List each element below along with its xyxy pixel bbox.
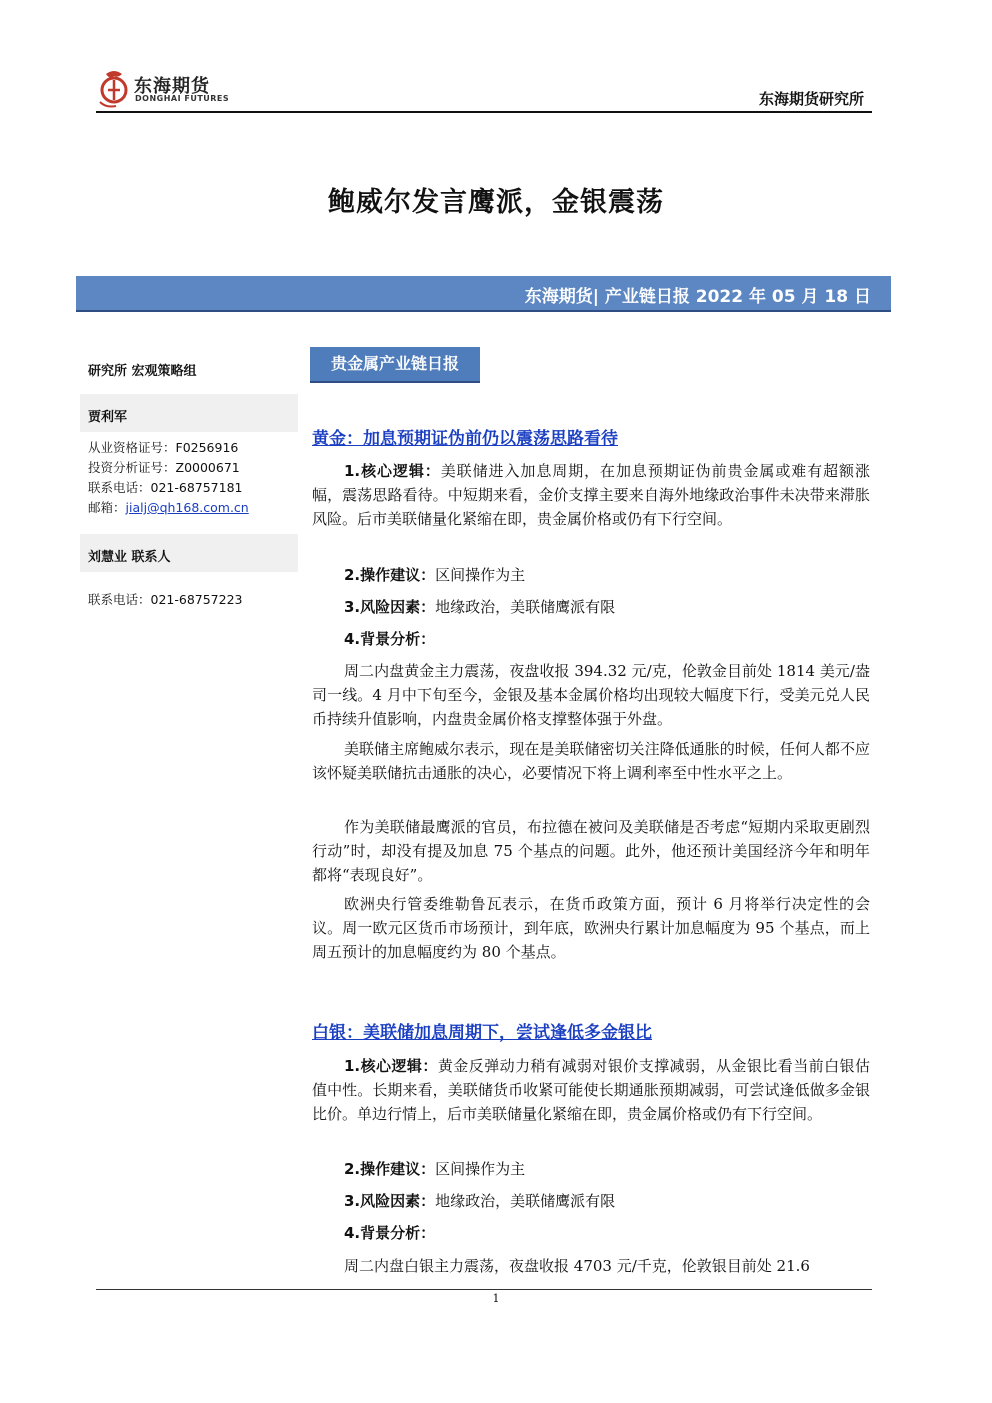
silver-advice-text: 区间操作为主: [435, 1160, 526, 1178]
research-unit: 研究所 宏观策略组: [88, 364, 197, 379]
gold-advice: [344, 564, 525, 585]
page-number: 1: [492, 1292, 500, 1305]
gold-bg-para-4: 欧洲央行管委维勒鲁瓦表示，在货币政策方面，预计 6 月将举行决定性的会议。周一欧元区货币市场预计，到年底，欧洲央行累计加息幅度为 95 个基点，而上周五预计的加息幅度约为 80 个基点。: [312, 895, 870, 961]
gold-risk: [344, 596, 615, 617]
email-label: 邮箱：: [88, 500, 126, 515]
gold-advice-text: 区间操作为主: [435, 566, 526, 584]
analyst2-name: 刘慧业 联系人: [88, 550, 171, 565]
gold-advice-label: 2.操作建议：: [344, 566, 436, 584]
silver-advice: [344, 1158, 525, 1179]
analyst1-invest-license: 投资分析证号：Z0000671: [88, 460, 240, 475]
analyst1-email-row: [88, 498, 249, 516]
silver-core-text: 黄金反弹动力稍有减弱对银价支撑减弱，从金银比看当前白银估值中性。长期来看，美联储货币收紧可能使长期通胀预期减弱，可尝试逢低做多金银比价。单边行情上，后市美联储量化紧缩在即，贵金属价格或仍有下行空间。: [312, 1057, 870, 1123]
gold-bg-para-2: 美联储主席鲍威尔表示，现在是美联储密切关注降低通胀的时候，任何人都不应该怀疑美联储抗击通胀的决心，必要情况下将上调利率至中性水平之上。: [312, 740, 870, 782]
analyst2-phone: 联系电话：021-68757223: [88, 592, 243, 607]
silver-risk: [344, 1190, 615, 1211]
logo-cn-text: 东海期货: [134, 76, 210, 97]
dragon-logo-icon: [96, 66, 136, 110]
silver-core-label: 1.核心逻辑：: [344, 1057, 438, 1075]
gold-core-label: 1.核心逻辑：: [344, 462, 441, 480]
silver-advice-label: 2.操作建议：: [344, 1160, 436, 1178]
analyst1-name: 贾利军: [88, 410, 128, 425]
gold-bg-para-3: 作为美联储最鹰派的官员，布拉德在被问及美联储是否考虑“短期内采取更剧烈行动”时，却没有提及加息 75 个基点的问题。此外，他还预计美国经济今年和明年都将“表现良好”。: [312, 818, 870, 884]
logo-en-text: DONGHAI FUTURES: [135, 94, 230, 103]
silver-bg-label: 4.背景分析：: [344, 1224, 436, 1242]
header-divider: [96, 111, 872, 113]
gold-heading[interactable]: 黄金：加息预期证伪前仍以震荡思路看待: [312, 429, 618, 449]
page-title: 鲍威尔发言鹰派，金银震荡: [328, 187, 664, 218]
section-tag: 贵金属产业链日报: [310, 347, 480, 383]
silver-heading[interactable]: 白银：美联储加息周期下，尝试逢低多金银比: [312, 1023, 652, 1043]
footer-divider: [96, 1289, 872, 1290]
gold-core-text: 美联储进入加息周期，在加息预期证伪前贵金属或难有超额涨幅，震荡思路看待。中短期来看，金价支撑主要来自海外地缘政治事件未决带来滞胀风险。后市美联储量化紧缩在即，贵金属价格或仍有下行空间。: [312, 462, 870, 528]
analyst1-license: 从业资格证号：F0256916: [88, 440, 239, 455]
silver-core-logic: [312, 1054, 870, 1126]
gold-risk-text: 地缘政治，美联储鹰派有限: [435, 598, 616, 616]
gold-bg-label: 4.背景分析：: [344, 630, 436, 648]
banner-text: 东海期货| 产业链日报 2022 年 05 月 18 日: [524, 287, 871, 307]
company-logo: [96, 66, 246, 110]
silver-bg-para-1: 周二内盘白银主力震荡，夜盘收报 4703 元/千克，伦敦银目前处 21.6: [344, 1257, 810, 1275]
analyst1-phone: 联系电话：021-68757181: [88, 480, 243, 495]
silver-risk-label: 3.风险因素：: [344, 1192, 436, 1210]
report-banner: [76, 276, 891, 312]
gold-bg-para-1: 周二内盘黄金主力震荡，夜盘收报 394.32 元/克，伦敦金目前处 1814 美元/盎司一线。4 月中下旬至今，金银及基本金属价格均出现较大幅度下行，受美元兑人民币持续升值影响，内盘贵金属价格支撑整体强于外盘。: [312, 662, 870, 728]
gold-risk-label: 3.风险因素：: [344, 598, 436, 616]
silver-risk-text: 地缘政治，美联储鹰派有限: [435, 1192, 616, 1210]
gold-core-logic: [312, 459, 870, 531]
institute-name: 东海期货研究所: [758, 90, 864, 108]
email-link[interactable]: jialj@qh168.com.cn: [125, 500, 249, 515]
